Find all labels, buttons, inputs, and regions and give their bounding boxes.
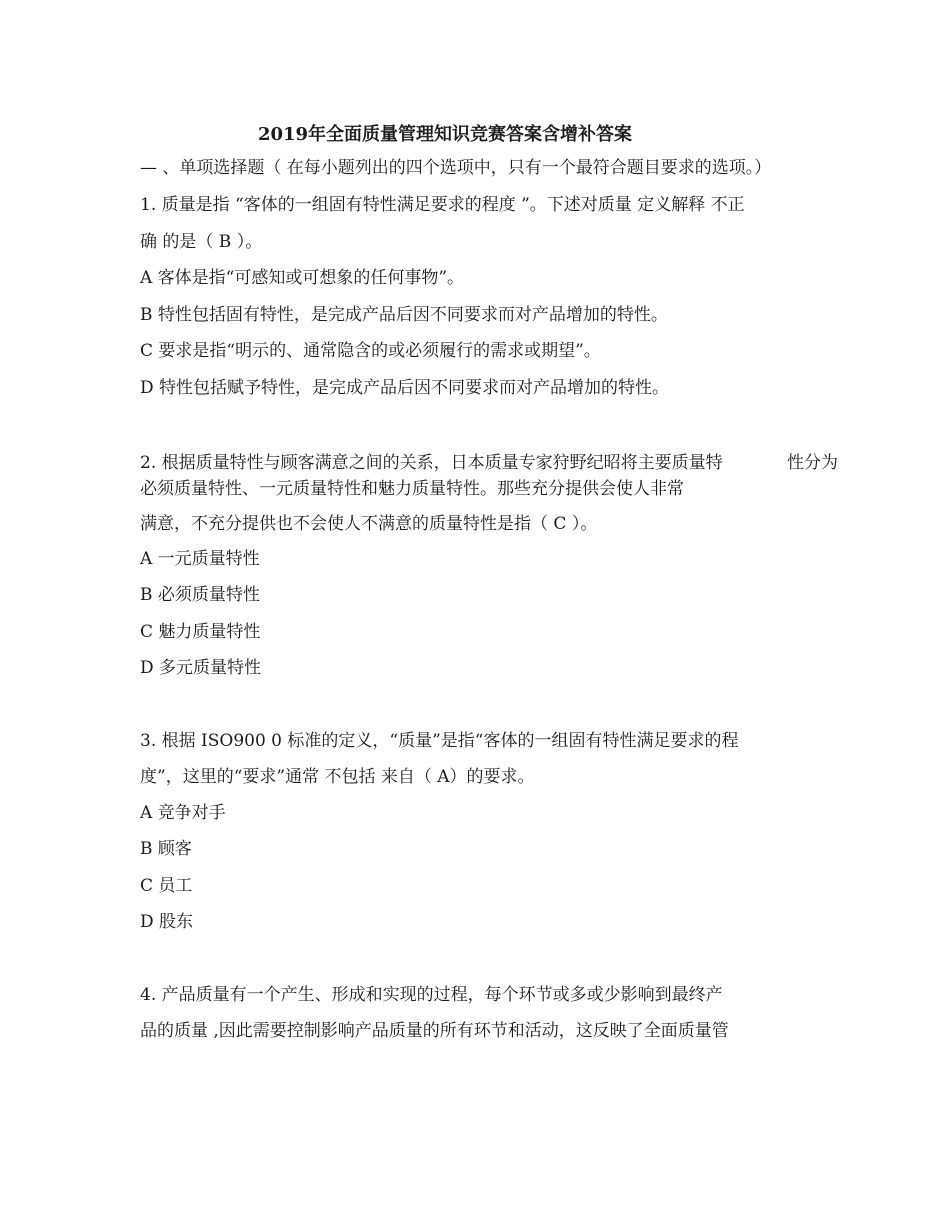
question-4-line-2: 品的质量 ,因此需要控制影响产品质量的所有环节和活动，这反映了全面质量管	[140, 1021, 729, 1041]
question-3-line-1: 3. 根据 ISO900 0 标准的定义，“质量”是指“客体的一组固有特性满足要求的程	[140, 731, 739, 751]
question-1-option-b: B 特性包括固有特性，是完成产品后因不同要求而对产品增加的特性。	[140, 305, 668, 325]
question-3-option-d: D 股东	[140, 912, 194, 932]
question-3-option-a: A 竞争对手	[140, 803, 226, 823]
question-1-line-2: 确 的是（ B ）。	[140, 232, 263, 252]
question-1-line-1: 1. 质量是指 “客体的一组固有特性满足要求的程度 ”。下述对质量 定义解释 不正	[140, 195, 745, 215]
question-2-option-c: C 魅力质量特性	[140, 622, 261, 642]
question-1-option-a: A 客体是指“可感知或可想象的任何事物”。	[140, 268, 465, 288]
section-heading: — 、单项选择题（ 在每小题列出的四个选项中，只有一个最符合题目要求的选项。）	[140, 158, 772, 178]
question-2-option-b: B 必须质量特性	[140, 585, 260, 605]
question-3-option-c: C 员工	[140, 876, 193, 896]
question-2-line-1-tail: 性分为	[787, 453, 838, 473]
question-2-option-d: D 多元质量特性	[140, 658, 262, 678]
question-1-option-d: D 特性包括赋予特性，是完成产品后因不同要求而对产品增加的特性。	[140, 378, 670, 398]
question-2-line-1: 2. 根据质量特性与顾客满意之间的关系，日本质量专家狩野纪昭将主要质量特	[140, 453, 723, 473]
document-title: 2019年全面质量管理知识竞赛答案含增补答案	[257, 124, 633, 145]
question-2-option-a: A 一元质量特性	[140, 549, 260, 569]
question-1-option-c: C 要求是指“明示的、通常隐含的或必须履行的需求或期望”。	[140, 341, 601, 361]
question-2-line-2: 必须质量特性、一元质量特性和魅力质量特性。那些充分提供会使人非常	[140, 479, 684, 499]
question-3-line-2: 度”，这里的“要求”通常 不包括 来自（ A）的要求。	[140, 767, 535, 787]
question-2-line-3: 满意，不充分提供也不会使人不满意的质量特性是指（ C ）。	[140, 514, 598, 534]
question-4-line-1: 4. 产品质量有一个产生、形成和实现的过程，每个环节或多或少影响到最终产	[140, 985, 723, 1005]
question-3-option-b: B 顾客	[140, 839, 192, 859]
